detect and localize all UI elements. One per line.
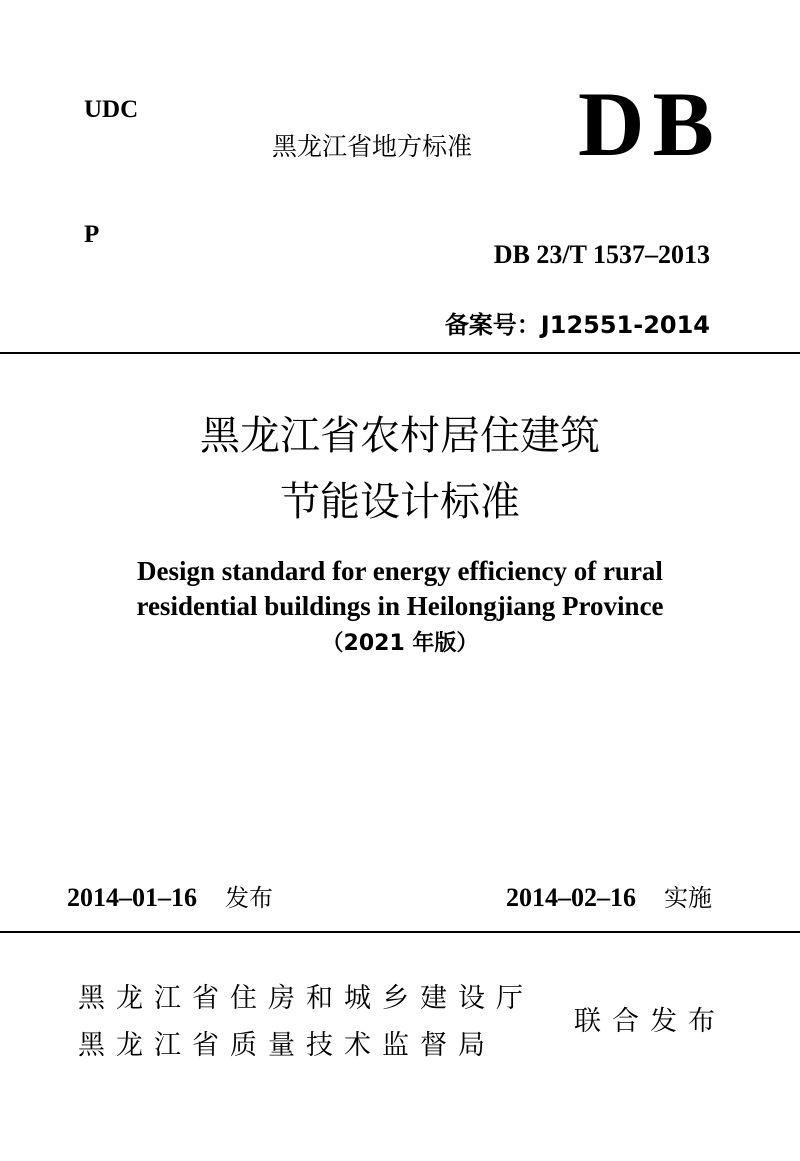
effective-date-row (506, 878, 712, 913)
publisher-department-1: 黑龙江省住房和城乡建设厅 (78, 983, 534, 1014)
issue-label: 发布 (225, 884, 273, 912)
p-label: P (84, 221, 100, 248)
issue-date-row (67, 878, 273, 913)
standard-number: DB 23/T 1537–2013 (493, 240, 710, 269)
joint-issue-label: 联合发布 (574, 1006, 726, 1037)
title-en-line1: Design standard for energy efficiency of rural (137, 556, 663, 586)
title-cn-line1: 黑龙江省农村居住建筑 (200, 413, 600, 459)
effective-date: 2014–02–16 (506, 883, 636, 912)
divider-top (0, 352, 800, 354)
udc-label: UDC (84, 96, 139, 123)
issue-date: 2014–01–16 (67, 883, 197, 912)
effective-label: 实施 (664, 884, 712, 912)
standard-type: 黑龙江省地方标准 (272, 132, 473, 161)
publisher-department-2: 黑龙江省质量技术监督局 (78, 1030, 496, 1061)
db-mark: DB (578, 73, 722, 175)
divider-bottom (0, 931, 800, 933)
edition-label: （2021 年版） (321, 631, 479, 656)
record-number: 备案号：J12551-2014 (444, 311, 710, 339)
title-cn-line2: 节能设计标准 (280, 479, 520, 525)
title-en-line2: residential buildings in Heilongjiang Province (136, 591, 664, 621)
